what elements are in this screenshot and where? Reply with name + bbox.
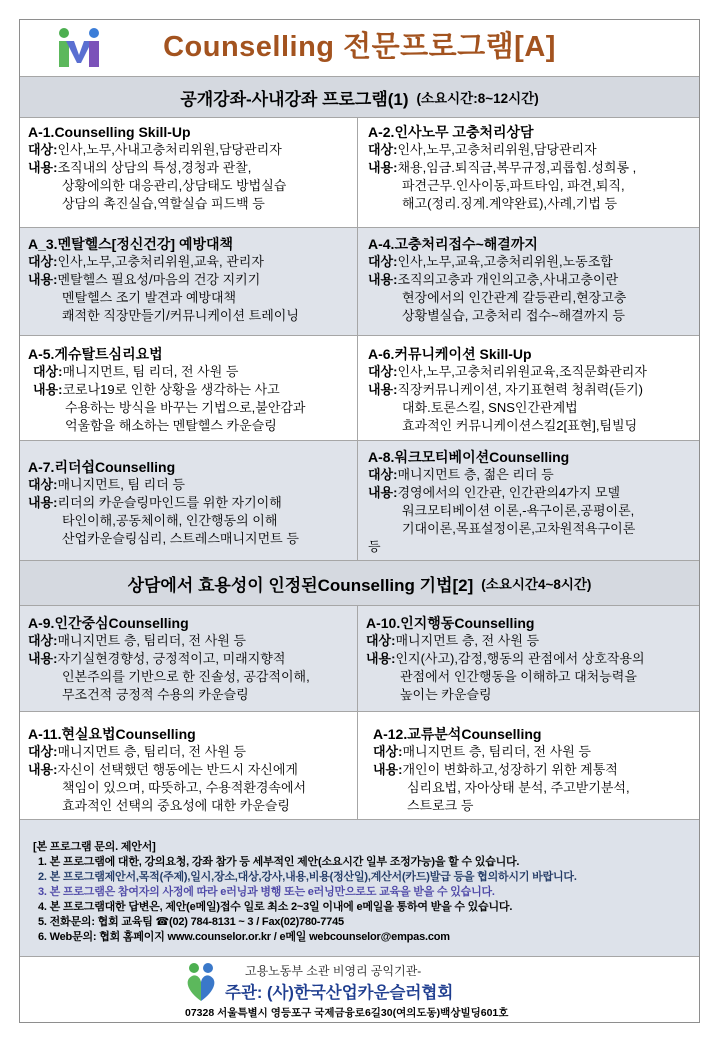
program-content: 수용하는 방식을 바꾸는 기법으로,불안감과 [65, 400, 306, 415]
program-content: 효과적인 선택의 중요성에 대한 카운슬링 [62, 798, 290, 813]
program-row [20, 441, 699, 561]
section-duration: (소요시간4~8시간) [481, 577, 592, 592]
program-content: 인지(사고),감정,행동의 관점에서 상호작용의 [395, 651, 645, 666]
content-line [28, 650, 357, 668]
content-line [368, 159, 699, 177]
program-title: A-10.인지행동Counselling [366, 615, 535, 631]
content-label: 내용: [368, 485, 398, 500]
program-target: 매니지먼트 층, 팀리더, 전 사원 등 [402, 744, 591, 759]
program-title: A-11.현실요법Counselling [28, 726, 196, 742]
target-line [28, 743, 357, 761]
target-label: 대상: [28, 142, 58, 157]
content-label: 내용: [368, 382, 398, 397]
organizer-name: 주관: (사)한국산업카운슬러협회 [225, 984, 454, 1002]
footer [20, 957, 699, 1022]
program-title: A-8.워크모티베이션Counselling [368, 449, 570, 465]
content-label: 내용: [28, 495, 58, 510]
program-card-a6 [358, 336, 699, 440]
program-card-a1 [20, 118, 358, 227]
program-card-a12 [358, 712, 699, 819]
program-content: 산업카운슬링심리, 스트레스매니지먼트 등 [62, 531, 299, 546]
program-content: 조직내의 상담의 특성,경청과 관찰, [57, 160, 252, 175]
program-title: A-4.고충처리접수~해결까지 [368, 236, 538, 252]
program-content: 직장커뮤니케이션, 자기표현력 청취력(듣기) [397, 382, 643, 397]
program-title: A-5.게슈탈트심리요법 [28, 346, 163, 362]
program-content: 인본주의를 기반으로 한 진솔성, 공감적이해, [62, 669, 310, 684]
program-card-a3 [20, 228, 358, 335]
program-target: 매니지먼트, 팀 리더, 전 사원 등 [62, 364, 239, 379]
content-label: 내용: [373, 762, 403, 777]
program-target: 인사,노무,사내고충처리위원,담당관리자 [57, 142, 282, 157]
flyer-frame [19, 19, 700, 1023]
program-row [20, 606, 699, 712]
content-label: 내용: [28, 160, 58, 175]
program-content-tail: 등 [368, 539, 381, 554]
content-label: 내용: [366, 651, 396, 666]
program-content: 상담의 촉진실습,역할실습 피드백 등 [62, 196, 265, 211]
target-line [28, 141, 357, 159]
phone-contact: 5. 전화문의: 협회 교육팀 ☎(02) 784-8131 ~ 3 / Fax(02)780-7745 [38, 916, 344, 928]
program-row [20, 712, 699, 820]
target-line [368, 363, 699, 381]
program-content: 타인이해,공동체이해, 인간행동의 이해 [62, 513, 278, 528]
program-title: A-7.리더쉽Counselling [28, 459, 176, 475]
content-line [368, 271, 699, 289]
section-duration: (소요시간:8~12시간) [416, 91, 539, 106]
content-label: 내용: [368, 272, 398, 287]
notes-heading: [본 프로그램 문의. 제안서] [33, 841, 156, 853]
target-line [373, 743, 699, 761]
content-label: 내용: [28, 762, 58, 777]
program-content: 효과적인 커뮤니케이션스킬2[표현],팀빌딩 [402, 418, 638, 433]
target-label: 대상: [366, 633, 396, 648]
section-title: 상담에서 효용성이 인정된Counselling 기법[2] [127, 575, 474, 595]
target-line [368, 466, 699, 484]
program-content: 자신이 선택했던 행동에는 반드시 자신에게 [57, 762, 298, 777]
program-content: 상황별실습, 고충처리 접수~해결까지 등 [402, 308, 625, 323]
program-content: 상황에의한 대응관리,상담태도 방법실습 [62, 178, 287, 193]
program-row [20, 118, 699, 228]
section-title: 공개강좌-사내강좌 프로그램(1) [180, 89, 409, 109]
note-item: 3. 본 프로그램은 참여자의 사정에 따라 e러닝과 병행 또는 e러닝만으로도 교육을 받을 수 있습니다. [38, 886, 495, 898]
program-content: 개인이 변화하고,성장하기 위한 계통적 [402, 762, 618, 777]
program-card-a5 [20, 336, 358, 440]
program-content: 쾌적한 직장만들기/커뮤니케이션 트레이닝 [62, 308, 299, 323]
program-card-a4 [358, 228, 699, 335]
content-label: 내용: [28, 651, 58, 666]
program-title: A-9.인간중심Counselling [28, 615, 189, 631]
program-target: 매니지먼트, 팀 리더 등 [57, 477, 185, 492]
target-label: 대상: [33, 364, 63, 379]
program-title: A-6.커뮤니케이션 Skill-Up [368, 346, 532, 362]
target-line [366, 632, 699, 650]
target-line [368, 253, 699, 271]
content-line [366, 650, 699, 668]
affiliation-text: 고용노동부 소관 비영리 공익기관- [245, 964, 422, 978]
note-item: 1. 본 프로그램에 대한, 강의요청, 강좌 참가 등 세부적인 제안(소요시간 일부 조정가능)을 할 수 있습니다. [38, 856, 520, 868]
program-content: 높이는 카운슬링 [400, 687, 492, 702]
program-target: 인사,노무,고충처리위원,교육, 관리자 [57, 254, 264, 269]
program-content: 대화.토론스킬, SNS인간관계법 [402, 400, 578, 415]
program-title: A-2.인사노무 고충처리상담 [368, 124, 534, 140]
content-line [373, 761, 699, 779]
program-content: 리더의 카운슬링마인드를 위한 자기이해 [57, 495, 282, 510]
program-target: 인사,노무,교육,고충처리위원,노동조합 [397, 254, 613, 269]
target-line [368, 141, 699, 159]
page-title: Counselling 전문프로그램[A] [163, 31, 556, 63]
program-card-a10 [358, 606, 699, 711]
note-item: 4. 본 프로그램대한 답변은, 제안(e메일)접수 일로 최소 2~3일 이내에 e메일을 통하여 받을 수 있습니다. [38, 901, 513, 913]
program-row [20, 336, 699, 441]
program-content: 조직의고충과 개인의고충,사내고충이란 [397, 272, 619, 287]
program-content: 자기실현경향성, 긍정적이고, 미래지향적 [57, 651, 286, 666]
target-line [28, 632, 357, 650]
web-contact: 6. Web문의: 협회 홈페이지 www.counselor.or.kr / e메일 webcounselor@empas.com [38, 931, 450, 943]
program-content: 멘탈헬스 필요성/마음의 건강 지키기 [57, 272, 261, 287]
program-content: 책임이 있으며, 따뜻하고, 수용적환경속에서 [62, 780, 307, 795]
content-line [28, 271, 357, 289]
program-content: 워크모티베이션 이론,-욕구이론,공평이론, [402, 503, 635, 518]
program-content: 무조건적 긍정적 수용의 카운슬링 [62, 687, 249, 702]
program-content: 스트로크 등 [407, 798, 474, 813]
program-content: 경영에서의 인간관, 인간관의4가지 모델 [397, 485, 621, 500]
program-content: 현장에서의 인간관계 갈등관리,현장고충 [402, 290, 627, 305]
program-content: 코로나19로 인한 상황을 생각하는 사고 [62, 382, 280, 397]
section-header-1 [20, 77, 699, 118]
program-target: 인사,노무,고충처리위원,담당관리자 [397, 142, 597, 157]
program-row [20, 228, 699, 336]
target-line [28, 253, 357, 271]
program-target: 매니지먼트 층, 젊은 리더 등 [397, 467, 554, 482]
program-card-a8 [358, 441, 699, 560]
content-label: 내용: [33, 382, 63, 397]
program-content: 억울함을 해소하는 멘탈헬스 카운슬링 [65, 418, 277, 433]
program-card-a7 [20, 441, 358, 560]
content-line [368, 381, 699, 399]
association-emblem-icon [183, 961, 219, 1003]
target-label: 대상: [368, 364, 398, 379]
program-content: 기대이론,목표설정이론,고차원적욕구이론 [402, 521, 636, 536]
program-title: A-12.교류분석Counselling [373, 726, 542, 742]
section-header-2 [20, 561, 699, 606]
target-label: 대상: [368, 254, 398, 269]
target-label: 대상: [28, 254, 58, 269]
program-card-a9 [20, 606, 358, 711]
program-content: 파견근무.인사이동,파트타임, 파견,퇴직, [402, 178, 625, 193]
target-label: 대상: [28, 633, 58, 648]
content-line [28, 159, 357, 177]
target-line [28, 476, 357, 494]
program-target: 매니지먼트 층, 팀리더, 전 사원 등 [57, 633, 246, 648]
program-card-a11 [20, 712, 358, 819]
program-title: A-1.Counselling Skill-Up [28, 124, 191, 140]
program-content: 해고(정리.징계.계약완료),사례,기법 등 [402, 196, 618, 211]
program-target: 인사,노무,고충처리위원교육,조직문화관리자 [397, 364, 647, 379]
content-line [28, 494, 357, 512]
content-line [28, 761, 357, 779]
title-bar [20, 20, 699, 77]
content-line [28, 381, 357, 399]
content-label: 내용: [28, 272, 58, 287]
target-label: 대상: [28, 744, 58, 759]
target-label: 대상: [373, 744, 403, 759]
organizer-address: 07328 서울특별시 영등포구 국제금융로6길30(여의도동)백상빌딩601호 [185, 1007, 509, 1019]
inquiry-notes [20, 820, 699, 957]
program-content: 멘탈헬스 조기 발견과 예방대책 [62, 290, 237, 305]
target-label: 대상: [368, 142, 398, 157]
program-target: 매니지먼트 층, 팀리더, 전 사원 등 [57, 744, 246, 759]
program-card-a2 [358, 118, 699, 227]
target-label: 대상: [368, 467, 398, 482]
content-line [368, 484, 699, 502]
note-item: 2. 본 프로그램제안서,목적(주제),일시,장소,대상,강사,내용,비용(정산일),계산서(카드)발급 등을 협의하시기 바랍니다. [38, 871, 577, 883]
program-content: 심리요법, 자아상태 분석, 주고받기분석, [407, 780, 630, 795]
program-title: A_3.멘탈헬스[정신건강] 예방대책 [28, 236, 234, 252]
content-label: 내용: [368, 160, 398, 175]
program-content: 채용,임금.퇴직금,복무규정,괴롭힘.성희롱 , [397, 160, 637, 175]
target-line [28, 363, 357, 381]
target-label: 대상: [28, 477, 58, 492]
program-target: 매니지먼트 층, 전 사원 등 [395, 633, 540, 648]
program-content: 관점에서 인간행동을 이해하고 대처능력을 [400, 669, 637, 684]
